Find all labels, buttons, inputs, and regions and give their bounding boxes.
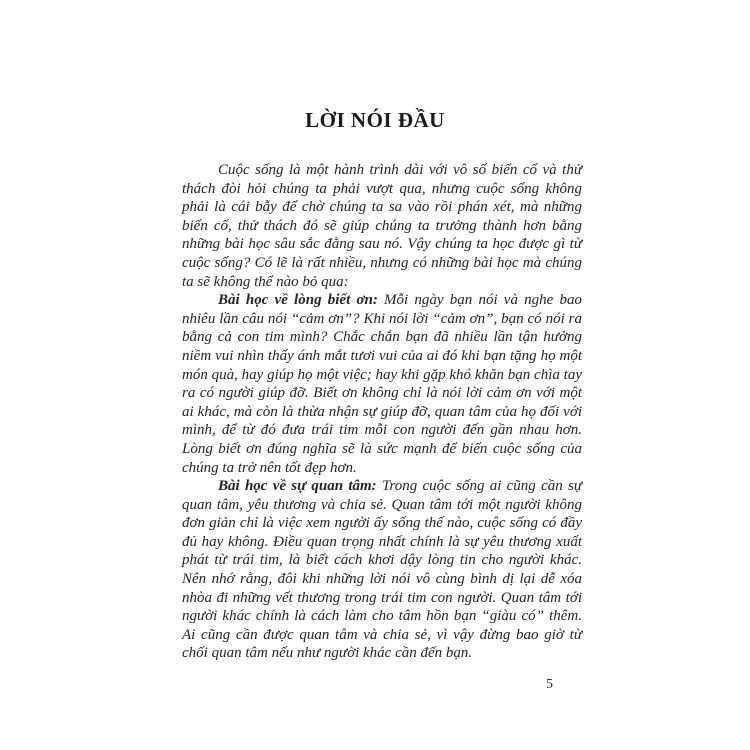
page-number: 5 bbox=[546, 677, 553, 692]
paragraph-caring bbox=[182, 477, 582, 663]
page-title: LỜI NÓI ĐẦU bbox=[305, 108, 445, 132]
paragraph-text: Mỗi ngày bạn nói và nghe bao nhiêu lần câu nói “cảm ơn”? Khi nói lời “cảm ơn”, bạn có nói ra bằng cả con tim mình? Chắc chắn bạn đã nhiều lần tận hưởng niềm vui nhìn thấy ánh mắt tươi vui của ai đó khi bạn tặng họ một món quà, hay giúp họ một việc; hay khi gặp khó khăn bạn chìa tay ra có người giúp đỡ. Biết ơn không chỉ là nói lời cảm ơn với một ai khác, mà còn là thừa nhận sự giúp đỡ, quan tâm của họ đối với mình, để từ đó đưa trái tim mỗi con người đến gần nhau hơn. Lòng biết ơn đúng nghĩa sẽ là sức mạnh để biến cuộc sống của chúng ta trở nên tốt đẹp hơn. bbox=[182, 292, 582, 476]
paragraph-text: Trong cuộc sống ai cũng cần sự quan tâm, yêu thương và chia sẻ. Quan tâm tới một người không đơn giản chỉ là việc xem người ấy sống thế nào, cuộc sống có đầy đủ hay không. Điều quan trọng nhất chính là sự yêu thương xuất phát từ trái tim, là biết cách khơi dậy lòng tin cho người khác. Nên nhớ rằng, đôi khi những lời nói vô cùng bình dị lại dễ xóa nhòa đi những vết thương trong trái tim con người. Quan tâm tới người khác chính là cách làm cho tâm hồn bạn “giàu có” thêm. Ai cũng cần được quan tâm và chia sẻ, vì vậy đừng bao giờ từ chối quan tâm nếu như người khác cần đến bạn. bbox=[182, 478, 583, 662]
paragraph-text: Cuộc sống là một hành trình dài với vô số biến cố và thử thách đòi hỏi chúng ta phải vượt qua, nhưng cuộc sống không phải là cái bẫy để chờ chúng ta sa vào rồi phán xét, mà những biến cố, thử thách đó sẽ giúp chúng ta trưởng thành hơn bằng những bài học sâu sắc đằng sau nó. Vậy chúng ta học được gì từ cuộc sống? Có lẽ là rất nhiều, nhưng có những bài học mà chúng ta sẽ không thể nào bỏ qua: bbox=[182, 162, 582, 290]
paragraph-lead: Bài học về lòng biết ơn: bbox=[218, 292, 378, 309]
paragraph-intro bbox=[182, 161, 582, 291]
page-body bbox=[182, 161, 582, 663]
paragraph-gratitude bbox=[182, 291, 582, 477]
paragraph-lead: Bài học về sự quan tâm: bbox=[218, 478, 377, 495]
